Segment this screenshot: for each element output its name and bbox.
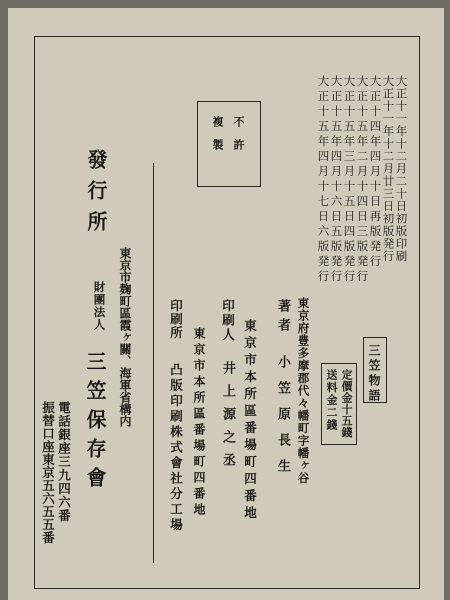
author-role: 著者 xyxy=(275,299,290,337)
print-office-name: 凸版印刷株式會社分工場 xyxy=(168,363,184,534)
author-address: 東京府豊多摩郡代々幡町字幡ヶ谷 xyxy=(296,297,311,485)
copyright-stamp xyxy=(197,101,261,187)
author-name: 小笠原長生 xyxy=(275,355,290,485)
publisher-phone: 電話銀座三九四六番 xyxy=(56,401,72,523)
printer-name: 井上源之丞 xyxy=(220,361,235,476)
edition-line: 大正十五年四月十七日六版発行 xyxy=(316,75,331,285)
print-office-role: 印刷所 xyxy=(168,299,184,340)
edition-line: 大正十一年十二月廿三日初版発行 xyxy=(381,75,396,263)
edition-line: 大正十五年四月十六日五版発行 xyxy=(329,75,344,285)
book-title: 三笠物語 xyxy=(367,344,381,404)
edition-line: 大正十五年二月十四日三版発行 xyxy=(355,75,370,285)
stamp-line-2: 複製 xyxy=(211,116,224,162)
price: 定價金十五錢 xyxy=(340,369,353,438)
postage: 送料金二錢 xyxy=(325,369,338,432)
book-title-box xyxy=(363,337,387,403)
publisher-name: 三笠保存會 xyxy=(83,351,107,496)
colophon-frame xyxy=(34,36,420,589)
edition-line: 大正十一年十二月二十日初版印刷 xyxy=(394,75,409,263)
edition-line: 大正十五年三月十五日四版発行 xyxy=(342,75,357,285)
section-divider xyxy=(153,163,154,563)
publisher-role: 發行所 xyxy=(84,149,108,242)
printer-address: 東京市本所區番場町四番地 xyxy=(242,319,258,523)
publisher-type: 財團法人 xyxy=(92,281,107,331)
publisher-address: 東京市麹町區霞ヶ關、海軍省構内 xyxy=(118,247,132,427)
colophon-page xyxy=(8,8,444,600)
price-box xyxy=(321,363,357,445)
stamp-line-1: 不許 xyxy=(232,116,245,162)
print-office-address: 東京市本所區番場町四番地 xyxy=(192,327,206,519)
edition-line: 大正十四年四月十日再版発行 xyxy=(368,75,383,270)
printer-role: 印刷人 xyxy=(220,299,236,343)
publisher-transfer: 振替口座東京五六五五番 xyxy=(40,401,56,544)
